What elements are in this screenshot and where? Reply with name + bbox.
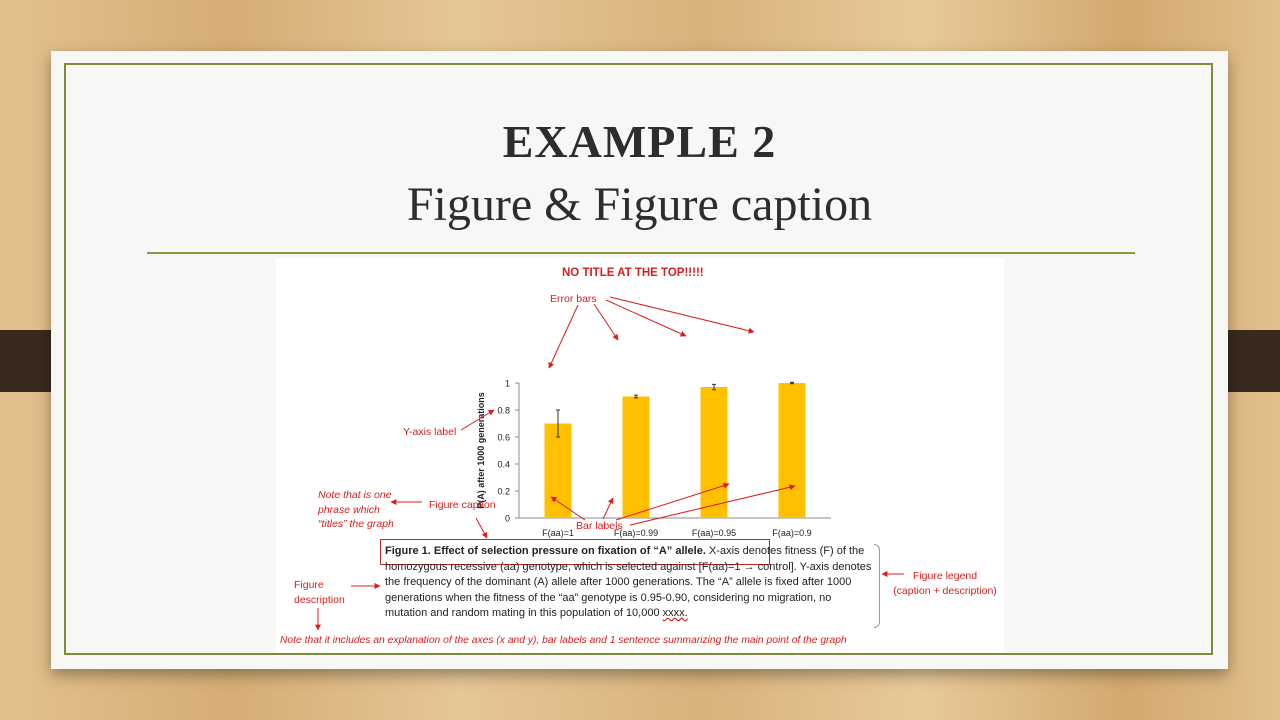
- y-axis-title: P(A) after 1000 generations: [476, 392, 486, 509]
- x-tick-label: F(aa)=0.99: [613, 528, 659, 538]
- figure-description-line-1: Figure: [294, 579, 324, 591]
- figure-caption-annotation: Figure caption: [429, 499, 496, 511]
- legend-line-2: homozygous recessive (aa) genotype, which is selected against [F(aa)=1 → control]. Y-axis denotes: [385, 560, 872, 573]
- figure-description-line-2: description: [294, 593, 345, 606]
- note-phrase-line-1: Note that is one: [318, 489, 392, 501]
- legend-line-5-end: xxxx.: [662, 607, 688, 619]
- x-tick-label: F(aa)=1: [542, 528, 574, 538]
- title-divider: [147, 252, 1135, 254]
- bar: [623, 397, 650, 519]
- bar-labels-annotation: Bar labels: [576, 520, 623, 532]
- no-title-note: NO TITLE AT THE TOP!!!!!: [562, 267, 704, 279]
- legend-line-1-rest: X-axis denotes fitness (F) of the: [705, 545, 865, 557]
- bottom-note: Note that it includes an explanation of the axes (x and y), bar labels and 1 sentence summarizing the main point of the graph: [280, 635, 847, 646]
- arrow-error-bar-4: [610, 297, 754, 332]
- bar: [545, 424, 572, 519]
- y-tick-label: 0.6: [497, 432, 510, 443]
- legend-line-4: generations when the fitness of the “aa” genotype is 0.95-0.90, considering no migration, no: [385, 591, 832, 604]
- bar: [779, 383, 806, 518]
- note-phrase-line-3: “titles” the graph: [318, 518, 394, 530]
- y-axis-label-annotation: Y-axis label: [403, 426, 457, 438]
- slide: [51, 51, 1228, 669]
- figure-legend-line-2: (caption + description): [893, 585, 997, 597]
- x-tick-label: F(aa)=0.9: [772, 528, 812, 538]
- y-tick-label: 0.4: [497, 459, 510, 470]
- note-phrase-line-2: phrase which: [318, 503, 380, 516]
- annotation-arrows: [318, 297, 904, 630]
- figure-image: [276, 258, 1004, 653]
- y-tick-label: 0.2: [497, 486, 510, 497]
- arrow-bar-label-2: [603, 498, 613, 519]
- figure-legend-line-1: Figure legend: [912, 570, 978, 582]
- y-tick-label: 1: [504, 378, 510, 389]
- arrow-error-bar-2: [594, 304, 618, 340]
- y-tick-label: 0: [504, 513, 510, 524]
- arrow-figure-caption: [476, 518, 487, 538]
- slide-title: EXAMPLE 2: [502, 116, 777, 167]
- bar: [701, 387, 728, 518]
- error-bars-label: Error bars: [550, 293, 597, 305]
- legend-line-3: the frequency of the dominant (A) allele after 1000 generations. The “A” allele is fixed after 1000: [385, 576, 852, 588]
- x-tick-label: F(aa)=0.95: [691, 528, 737, 538]
- arrow-error-bar-1: [549, 305, 578, 368]
- y-tick-label: 0.8: [497, 405, 510, 416]
- legend-line-5-start: mutation and random mating in this population of 10,000: [385, 607, 663, 619]
- slide-subtitle: Figure & Figure caption: [406, 178, 873, 231]
- bar-chart: [276, 258, 1004, 653]
- figure-caption-text: Figure 1. Effect of selection pressure on fixation of “A” allele.: [385, 545, 706, 557]
